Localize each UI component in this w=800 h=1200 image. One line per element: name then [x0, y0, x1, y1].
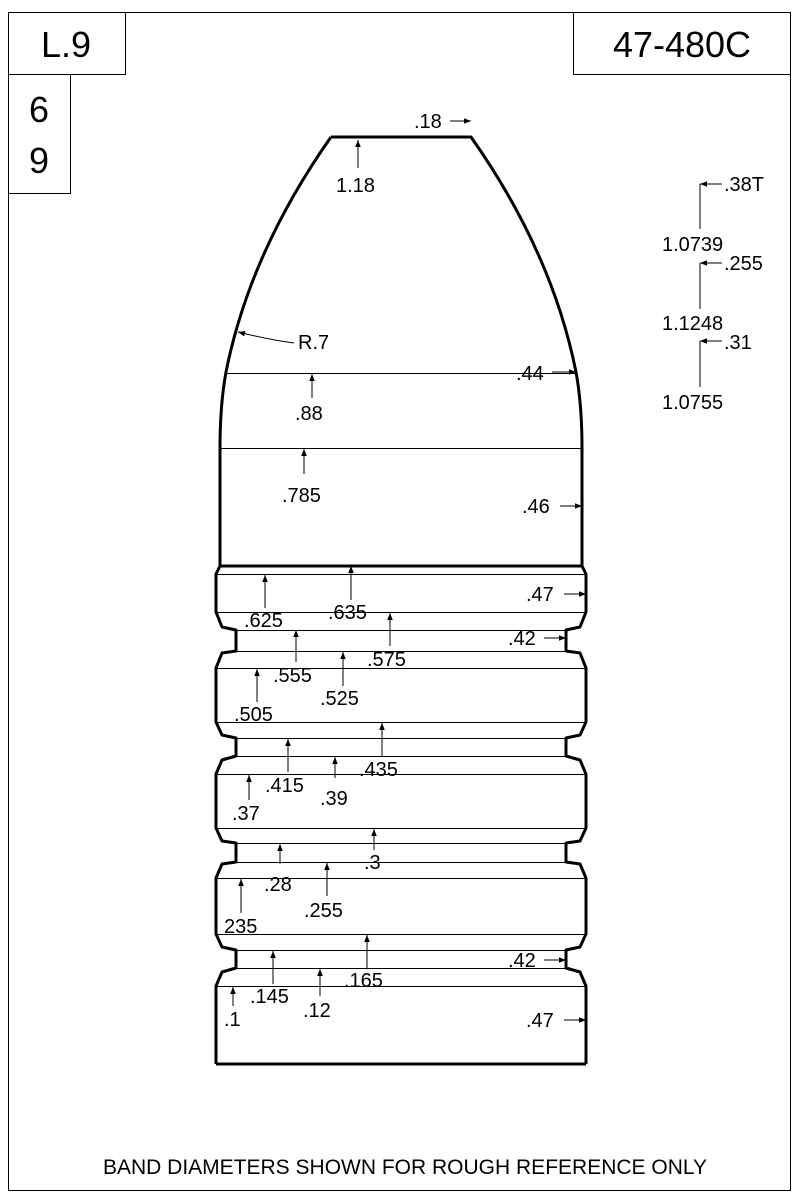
nose-length-label: 1.18 [336, 175, 375, 197]
base-band-bottom-label: .1 [224, 1009, 241, 1031]
groove4-top-label: .165 [344, 970, 383, 992]
body-dia-label: .46 [522, 496, 550, 518]
band4-bottom-label: 235 [224, 916, 258, 938]
band2-bottom-label: .505 [234, 704, 273, 726]
groove4-bottom-label: .145 [250, 986, 289, 1008]
digit-bottom: 9 [28, 140, 50, 181]
footer-note: BAND DIAMETERS SHOWN FOR ROUGH REFERENCE ONLY [103, 1156, 707, 1179]
band4-top-label: .255 [304, 900, 343, 922]
part-number: 47-480C [612, 24, 752, 65]
ogive-left [220, 137, 331, 448]
band1-dia-label: .47 [526, 584, 554, 606]
side-spec-len: 1.1248 [662, 313, 724, 335]
dimension-leaders [233, 121, 722, 1020]
side-spec-dia: .255 [724, 253, 763, 275]
ogive-base-len-label: .88 [295, 403, 323, 425]
body-top-len-label: .785 [282, 485, 321, 507]
groove3-bottom-label: .28 [264, 874, 292, 896]
ogive-base-dia-label: .44 [516, 363, 544, 385]
band2-top-label: .525 [320, 688, 359, 710]
sheet-border [9, 13, 791, 1191]
scale-label: L.9 [40, 24, 92, 65]
side-spec-len: 1.0755 [662, 392, 724, 414]
groove2-top-label: .435 [359, 759, 398, 781]
groove3-top-label: .3 [364, 852, 381, 874]
groove2-bottom-label: .415 [265, 775, 304, 797]
base-band-top-label: .12 [303, 1000, 331, 1022]
band3-top-label: .39 [320, 788, 348, 810]
groove1-top-label: .575 [367, 649, 406, 671]
groove1-dia-label: .42 [508, 628, 536, 650]
band-profile-right [566, 566, 586, 1064]
groove4-dia-label: .42 [508, 950, 536, 972]
meplat-dia-label: .18 [414, 111, 442, 133]
ogive-radius-label: R.7 [298, 332, 330, 354]
side-spec-len: 1.0739 [662, 234, 724, 256]
groove1-bottom-label: .555 [273, 665, 312, 687]
band3-bottom-label: .37 [232, 803, 260, 825]
side-spec-dia: .38T [724, 174, 765, 196]
side-spec-dia: .31 [724, 332, 752, 354]
band1-top-label: .635 [328, 602, 367, 624]
side-specs [662, 174, 764, 414]
digit-top: 6 [28, 89, 50, 130]
band1-bottom-label: .625 [244, 610, 283, 632]
dimension-labels [224, 111, 554, 1032]
base-dia-label: .47 [526, 1010, 554, 1032]
